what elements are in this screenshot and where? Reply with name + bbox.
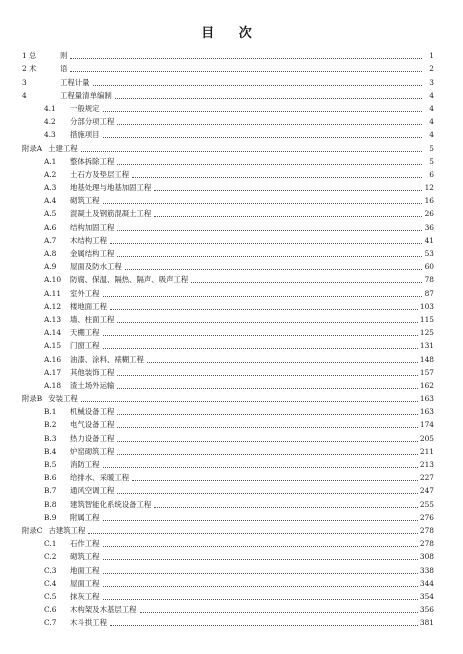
toc-entry-page: 247 [419,486,434,496]
dot-leader [117,229,422,231]
toc-entry-number: B.4 [44,446,57,456]
toc-entry[interactable] [22,74,434,87]
toc-entry-label: 混凝土及钢筋混凝土工程 [70,209,152,219]
dot-leader [103,585,418,587]
toc-entry-number: C.4 [44,578,57,588]
toc-entry-page: 3 [429,77,434,87]
toc-entry-label: 则 [60,51,68,61]
toc-entry-label: 工程量清单编制 [60,90,112,100]
toc-entry[interactable] [22,338,434,351]
dot-leader [110,308,418,310]
dot-leader [103,519,418,521]
toc-entry-page: 16 [424,196,434,206]
toc-entry-page: 78 [424,275,434,285]
toc-entry-page: 157 [419,367,434,377]
toc-entry-number: 1 总 [22,51,37,61]
toc-entry-number: B.7 [44,486,57,496]
toc-entry[interactable] [22,259,434,272]
toc-entry-number: A.1 [44,156,57,166]
toc-entry[interactable] [22,536,434,549]
dot-leader [191,281,422,283]
dot-leader [154,215,422,217]
toc-entry-number: 附录C [22,525,43,535]
toc-entry-label: 结构加固工程 [70,222,115,232]
toc-entry[interactable] [22,206,434,219]
toc-entry-page: 41 [424,235,434,245]
dot-leader [110,242,422,244]
toc-entry[interactable] [22,457,434,470]
toc-entry-page: 36 [424,222,434,232]
toc-entry-number: A.15 [44,341,62,351]
toc-entry-label: 地基处理与地基加固工程 [70,183,152,193]
toc-entry-page: 1 [429,51,434,61]
toc-entry-number: 4 [22,90,27,100]
toc-entry-label: 给排水、采暖工程 [70,473,130,483]
toc-entry[interactable] [22,351,434,364]
toc-entry-number: B.5 [44,460,57,469]
toc-entry-page: 6 [429,169,434,179]
toc-entry-number: B.3 [44,433,57,443]
toc-entry-page: 12 [424,183,434,193]
dot-leader [117,413,418,415]
dot-leader [103,572,418,574]
toc-entry[interactable] [22,61,434,74]
dot-leader [125,268,422,270]
toc-entry-page: 356 [419,605,434,615]
toc-entry[interactable] [22,576,434,589]
toc-entry-page: 338 [419,565,434,575]
toc-entry[interactable] [22,88,434,101]
toc-entry-page: 205 [419,433,434,443]
toc-entry[interactable] [22,154,434,167]
dot-leader [117,426,418,428]
toc-entry[interactable] [22,444,434,457]
dot-leader [132,176,422,178]
dot-leader [132,479,418,481]
toc-entry-page: 381 [419,618,434,628]
toc-entry-page: 4 [429,90,434,100]
toc-entry[interactable] [22,285,434,298]
toc-entry-page: 227 [419,473,434,483]
toc-entry-page: 278 [419,525,434,535]
toc-entry-number: A.13 [44,314,62,324]
toc-entry-label: 机械设备工程 [70,407,115,417]
toc-entry[interactable] [22,510,434,523]
toc-entry-page: 115 [419,314,434,324]
toc-entry-label: 炉窑砌筑工程 [70,446,115,456]
toc-entry-label: 一般规定 [70,103,100,113]
toc-entry[interactable] [22,193,434,206]
toc-entry[interactable] [22,404,434,417]
toc-entry[interactable] [22,589,434,602]
toc-entry-label: 消防工程 [70,460,100,469]
dot-leader [103,110,422,112]
toc-entry-number: C.3 [44,565,57,575]
toc-entry[interactable] [22,378,434,391]
toc-entry-label: 其他装饰工程 [70,367,115,377]
toc-entry-label: 附属工程 [70,512,100,522]
dot-leader [117,255,422,257]
toc-entry-number: A.4 [44,196,57,206]
toc-entry-page: 308 [419,552,434,562]
toc-entry-number: A.17 [44,367,62,377]
dot-leader [117,492,418,494]
table-of-contents [22,48,434,628]
dot-leader [81,400,418,402]
toc-entry-label: 建筑智能化系统设备工程 [70,499,152,509]
dot-leader [103,347,418,349]
toc-entry-label: 门窗工程 [70,341,100,351]
toc-entry[interactable] [22,391,434,404]
dot-leader [103,558,418,560]
toc-entry-number: 附录A [22,143,43,153]
toc-entry-label: 砌筑工程 [70,552,100,562]
toc-entry[interactable] [22,615,434,628]
dot-leader [117,440,418,442]
toc-entry-label: 古建筑工程 [48,525,86,535]
dot-leader [117,453,418,455]
toc-entry-page: 255 [419,499,434,509]
toc-entry-number: 2 术 [22,64,37,74]
toc-entry-label: 油漆、涂料、裱糊工程 [70,354,144,364]
toc-entry-number: A.2 [44,169,57,179]
dot-leader [103,334,418,336]
toc-entry-page: 5 [429,143,434,153]
toc-entry-page: 211 [419,446,434,456]
toc-entry-number: A.5 [44,209,57,219]
toc-entry-number: A.3 [44,183,57,193]
toc-entry[interactable] [22,299,434,312]
toc-entry-page: 4 [429,130,434,140]
toc-entry-number: A.8 [44,249,57,258]
toc-entry[interactable] [22,219,434,232]
toc-entry-page: 53 [424,249,434,258]
toc-entry-label: 木构架及木基层工程 [70,605,137,615]
dot-leader [117,163,422,165]
toc-entry-page: 125 [419,328,434,338]
toc-entry-page: 276 [419,512,434,522]
toc-entry[interactable] [22,48,434,61]
toc-entry-label: 电气设备工程 [70,420,115,430]
dot-leader [103,545,418,547]
toc-entry-page: 213 [419,460,434,469]
toc-entry-number: A.9 [44,262,57,272]
toc-entry-label: 土建工程 [48,143,78,153]
toc-entry-number: 附录B [22,394,43,404]
toc-entry-number: B.6 [44,473,57,483]
toc-entry-label: 室外工程 [70,288,100,298]
toc-entry-label: 抹灰工程 [70,591,100,601]
toc-entry-label: 楼地面工程 [70,301,107,311]
toc-entry-number: A.7 [44,235,57,245]
toc-entry-page: 4 [429,117,434,127]
toc-entry[interactable] [22,417,434,430]
toc-entry[interactable] [22,470,434,483]
toc-entry[interactable] [22,140,434,153]
toc-entry-page: 148 [419,354,434,364]
toc-entry-number: B.8 [44,499,57,509]
toc-entry-label: 语 [60,64,68,74]
toc-entry-page: 103 [419,301,434,311]
dot-leader [103,466,418,468]
toc-entry-label: 木斗拱工程 [70,618,107,628]
toc-entry-label: 热力设备工程 [70,433,115,443]
toc-entry[interactable] [22,127,434,140]
toc-entry-label: 工程计量 [60,77,90,87]
toc-entry-page: 4 [429,103,434,113]
toc-entry[interactable] [22,167,434,180]
toc-entry-page: 344 [419,578,434,588]
toc-entry-label: 屋面工程 [70,578,100,588]
dot-leader [93,84,422,86]
toc-entry-page: 60 [424,262,434,272]
dot-leader [103,202,422,204]
toc-entry-label: 天棚工程 [70,328,100,338]
toc-entry-label: 安装工程 [48,394,78,404]
toc-entry-number: A.14 [44,328,62,338]
toc-entry-page: 5 [429,156,434,166]
toc-entry-number: A.6 [44,222,57,232]
dot-leader [154,506,418,508]
toc-entry[interactable] [22,549,434,562]
toc-entry-number: 4.3 [44,130,56,140]
toc-entry[interactable] [22,562,434,575]
toc-entry[interactable] [22,180,434,193]
dot-leader [115,97,422,99]
toc-entry-label: 墙、柱面工程 [70,314,115,324]
toc-entry-label: 分部分项工程 [70,117,115,127]
dot-leader [117,387,418,389]
toc-entry-number: B.2 [44,420,57,430]
toc-entry[interactable] [22,496,434,509]
toc-entry-page: 162 [419,380,434,390]
toc-entry-number: A.10 [44,275,62,285]
toc-entry[interactable] [22,523,434,536]
dot-leader [147,361,418,363]
toc-entry-number: C.5 [44,591,57,601]
dot-leader [117,123,422,125]
toc-entry-label: 屋面及防水工程 [70,262,122,272]
toc-entry[interactable] [22,272,434,285]
toc-entry-page: 278 [419,539,434,549]
toc-entry[interactable] [22,483,434,496]
toc-entry-label: 土石方及垫层工程 [70,169,130,179]
toc-entry-page: 163 [419,394,434,404]
toc-entry[interactable] [22,365,434,378]
toc-entry-page: 163 [419,407,434,417]
dot-leader [103,295,422,297]
toc-entry-label: 金属结构工程 [70,249,115,258]
dot-leader [117,374,418,376]
dot-leader [103,598,418,600]
toc-entry-number: B.1 [44,407,57,417]
dot-leader [154,189,422,191]
toc-entry-label: 措施项目 [70,130,100,140]
toc-entry-page: 87 [424,288,434,298]
toc-entry-label: 渣土场外运输 [70,380,115,390]
toc-entry[interactable] [22,430,434,443]
toc-entry[interactable] [22,325,434,338]
toc-entry[interactable] [22,233,434,246]
toc-entry-number: C.1 [44,539,57,549]
page-title: 目 次 [201,26,262,41]
dot-leader [70,57,422,59]
dot-leader [117,321,418,323]
dot-leader [103,136,422,138]
toc-entry-number: 3 [22,77,27,87]
toc-entry-page: 174 [419,420,434,430]
toc-entry-page: 131 [419,341,434,351]
dot-leader [70,70,422,72]
toc-entry-page: 354 [419,591,434,601]
toc-entry-label: 木结构工程 [70,235,107,245]
toc-entry[interactable] [22,101,434,114]
toc-entry[interactable] [22,114,434,127]
toc-entry-label: 通风空调工程 [70,486,115,496]
toc-entry-label: 地面工程 [70,565,100,575]
toc-entry-number: A.16 [44,354,62,364]
toc-entry[interactable] [22,602,434,615]
toc-entry-number: A.12 [44,301,62,311]
toc-entry-number: C.7 [44,618,57,628]
toc-entry-label: 整体拆除工程 [70,156,115,166]
toc-entry[interactable] [22,312,434,325]
toc-entry-label: 石作工程 [70,539,100,549]
toc-entry-label: 防腐、保温、隔热、隔声、吸声工程 [70,275,189,285]
dot-leader [110,624,418,626]
dot-leader [81,150,422,152]
toc-entry-number: 4.1 [44,103,56,113]
toc-entry-label: 砌筑工程 [70,196,100,206]
toc-entry-page: 2 [429,64,434,74]
toc-entry-number: 4.2 [44,117,56,127]
toc-entry-number: C.6 [44,605,57,615]
toc-entry-number: C.2 [44,552,57,562]
dot-leader [88,532,417,534]
toc-entry-number: B.9 [44,512,57,522]
toc-entry[interactable] [22,246,434,259]
toc-entry-page: 26 [424,209,434,219]
dot-leader [140,611,418,613]
toc-entry-number: A.11 [44,288,62,298]
toc-entry-number: A.18 [44,380,62,390]
